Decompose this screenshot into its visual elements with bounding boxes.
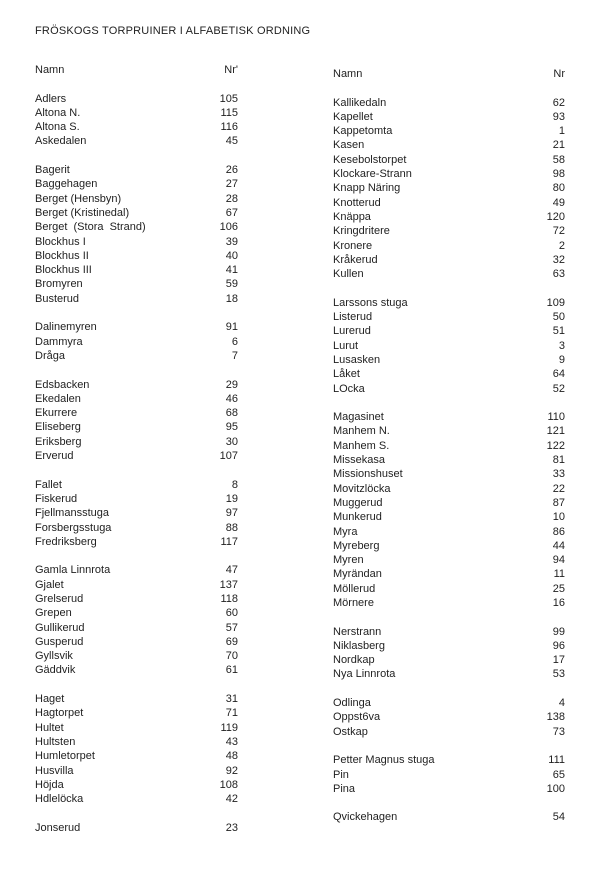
- list-item: [35, 821, 238, 835]
- item-name: LOcka: [333, 382, 365, 395]
- item-nr: 72: [552, 225, 565, 238]
- item-name: Nordkap: [333, 654, 375, 667]
- list-group: [333, 696, 565, 739]
- item-nr: 17: [552, 654, 565, 667]
- item-name: Magasinet: [333, 411, 384, 424]
- list-item: [35, 378, 238, 392]
- column-header: [35, 63, 238, 77]
- list-item: [333, 110, 565, 124]
- item-name: Baggehagen: [35, 178, 98, 191]
- item-nr: 111: [548, 754, 565, 767]
- list-group: [333, 96, 565, 282]
- list-item: [333, 482, 565, 496]
- list-group: [35, 378, 238, 464]
- item-nr: 121: [546, 425, 565, 438]
- list-item: [333, 424, 565, 438]
- item-name: Eriksberg: [35, 435, 82, 448]
- item-name: Kappetomta: [333, 125, 393, 138]
- item-nr: 51: [552, 325, 565, 338]
- item-name: Myrändan: [333, 568, 382, 581]
- item-name: Gyllsvik: [35, 650, 73, 663]
- item-nr: 18: [225, 292, 238, 305]
- item-nr: 62: [552, 96, 565, 109]
- list-item: [35, 649, 238, 663]
- item-name: Lurut: [333, 339, 359, 352]
- item-nr: 29: [225, 378, 238, 391]
- item-nr: 108: [219, 778, 238, 791]
- item-nr: 30: [225, 435, 238, 448]
- item-name: Listerud: [333, 311, 373, 324]
- item-name: Gjalet: [35, 578, 64, 591]
- list-item: [35, 163, 238, 177]
- list-group: [333, 753, 565, 796]
- header-namn-label: Namn: [35, 64, 65, 76]
- item-name: Grepen: [35, 607, 72, 620]
- list-item: [35, 320, 238, 334]
- list-item: [35, 192, 238, 206]
- item-nr: 69: [225, 635, 238, 648]
- item-name: Hagtorpet: [35, 707, 84, 720]
- list-item: [333, 253, 565, 267]
- list-item: [35, 349, 238, 363]
- item-nr: 97: [225, 507, 238, 520]
- item-nr: 109: [546, 296, 565, 309]
- list-group: [333, 810, 565, 824]
- item-nr: 39: [225, 235, 238, 248]
- item-nr: 43: [225, 735, 238, 748]
- list-item: [35, 506, 238, 520]
- list-item: [333, 167, 565, 181]
- list-item: [35, 420, 238, 434]
- item-name: Manhem N.: [333, 425, 390, 438]
- list-item: [35, 478, 238, 492]
- item-nr: 71: [225, 707, 238, 720]
- item-nr: 94: [552, 554, 565, 567]
- item-nr: 110: [547, 411, 565, 424]
- item-nr: 96: [552, 639, 565, 652]
- item-nr: 52: [552, 382, 565, 395]
- item-name: Klockare-Strann: [333, 168, 412, 181]
- item-name: Haget: [35, 693, 65, 706]
- item-nr: 45: [225, 135, 238, 148]
- item-name: Mörnere: [333, 596, 374, 609]
- list-item: [35, 578, 238, 592]
- list-item: [333, 181, 565, 195]
- item-name: Kronere: [333, 239, 373, 252]
- list-item: [35, 206, 238, 220]
- item-nr: 31: [225, 693, 238, 706]
- list-group: [333, 625, 565, 682]
- list-item: [333, 753, 565, 767]
- item-name: Lurerud: [333, 325, 371, 338]
- item-name: Blockhus I: [35, 235, 86, 248]
- list-item: [35, 134, 238, 148]
- item-name: Busterud: [35, 292, 80, 305]
- item-nr: 115: [220, 106, 238, 119]
- item-nr: 7: [231, 349, 238, 362]
- item-nr: 57: [225, 621, 238, 634]
- item-nr: 98: [552, 168, 565, 181]
- list-item: [35, 592, 238, 606]
- item-nr: 41: [225, 264, 238, 277]
- item-name: Movitzlöcka: [333, 482, 391, 495]
- header-nr-label: Nr': [224, 64, 238, 76]
- item-nr: 138: [546, 711, 565, 724]
- item-nr: 105: [219, 92, 238, 105]
- item-name: Askedalen: [35, 135, 87, 148]
- item-nr: 16: [552, 596, 565, 609]
- item-name: Blockhus II: [35, 249, 89, 262]
- item-name: Kesebolstorpet: [333, 153, 407, 166]
- item-nr: 87: [552, 496, 565, 509]
- item-nr: 92: [225, 764, 238, 777]
- item-name: Höjda: [35, 778, 64, 791]
- item-name: Eliseberg: [35, 421, 81, 434]
- item-nr: 64: [552, 368, 565, 381]
- item-nr: 26: [225, 164, 238, 177]
- item-name: Myren: [333, 554, 364, 567]
- item-nr: 3: [558, 339, 565, 352]
- list-item: [333, 310, 565, 324]
- item-nr: 42: [225, 793, 238, 806]
- list-item: [35, 177, 238, 191]
- item-nr: 70: [225, 650, 238, 663]
- list-item: [333, 453, 565, 467]
- list-item: [333, 525, 565, 539]
- list-item: [333, 510, 565, 524]
- item-nr: 61: [225, 664, 238, 677]
- item-name: Kapellet: [333, 110, 373, 123]
- item-name: Larssons stuga: [333, 296, 408, 309]
- list-item: [333, 667, 565, 681]
- item-name: Muggerud: [333, 496, 383, 509]
- list-item: [333, 196, 565, 210]
- list-item: [333, 153, 565, 167]
- list-item: [333, 810, 565, 824]
- item-nr: 46: [225, 392, 238, 405]
- list-item: [35, 735, 238, 749]
- item-nr: 53: [552, 668, 565, 681]
- list-group: [35, 563, 238, 677]
- list-item: [333, 324, 565, 338]
- item-nr: 116: [220, 121, 238, 134]
- list-item: [35, 335, 238, 349]
- list-item: [333, 296, 565, 310]
- item-name: Jonserud: [35, 821, 81, 834]
- item-name: Dråga: [35, 349, 65, 362]
- list-item: [333, 410, 565, 424]
- item-name: Adlers: [35, 92, 67, 105]
- item-name: Missionshuset: [333, 468, 403, 481]
- list-item: [35, 220, 238, 234]
- header-namn-label: Namn: [333, 68, 363, 80]
- list-item: [35, 606, 238, 620]
- item-name: Manhem S.: [333, 439, 390, 452]
- item-name: Berget (Kristinedal): [35, 206, 130, 219]
- item-name: Möllerud: [333, 582, 376, 595]
- list-column-1: [35, 63, 238, 835]
- list-item: [333, 124, 565, 138]
- item-nr: 86: [552, 525, 565, 538]
- item-nr: 58: [552, 153, 565, 166]
- item-name: Berget (Hensbyn): [35, 192, 122, 205]
- item-nr: 100: [546, 782, 565, 795]
- item-nr: 23: [225, 821, 238, 834]
- item-nr: 59: [225, 278, 238, 291]
- item-name: Hdlelöcka: [35, 793, 84, 806]
- list-item: [35, 277, 238, 291]
- item-name: Petter Magnus stuga: [333, 754, 435, 767]
- list-item: [333, 239, 565, 253]
- item-name: Munkerud: [333, 511, 382, 524]
- list-item: [35, 263, 238, 277]
- list-item: [333, 96, 565, 110]
- item-nr: 122: [546, 439, 565, 452]
- list-item: [333, 224, 565, 238]
- list-group: [35, 320, 238, 363]
- list-group: [35, 821, 238, 835]
- item-nr: 93: [552, 110, 565, 123]
- list-item: [35, 521, 238, 535]
- list-item: [333, 553, 565, 567]
- item-nr: 44: [552, 539, 565, 552]
- item-name: Bromyren: [35, 278, 83, 291]
- list-item: [333, 210, 565, 224]
- list-item: [35, 449, 238, 463]
- item-nr: 33: [552, 468, 565, 481]
- item-name: Myra: [333, 525, 358, 538]
- item-name: Qvickehagen: [333, 811, 398, 824]
- item-nr: 32: [552, 253, 565, 266]
- list-item: [35, 435, 238, 449]
- list-item: [333, 467, 565, 481]
- item-nr: 8: [231, 478, 238, 491]
- list-item: [333, 653, 565, 667]
- item-name: Nerstrann: [333, 625, 382, 638]
- list-item: [333, 367, 565, 381]
- list-item: [333, 382, 565, 396]
- item-nr: 50: [552, 311, 565, 324]
- list-item: [333, 625, 565, 639]
- item-name: Fiskerud: [35, 492, 78, 505]
- list-item: [35, 721, 238, 735]
- item-nr: 28: [225, 192, 238, 205]
- item-name: Lusasken: [333, 353, 381, 366]
- list-group: [35, 478, 238, 549]
- item-nr: 47: [225, 564, 238, 577]
- item-name: Nya Linnrota: [333, 668, 396, 681]
- item-nr: 4: [558, 697, 565, 710]
- list-item: [35, 749, 238, 763]
- list-item: [333, 439, 565, 453]
- item-nr: 6: [231, 335, 238, 348]
- item-name: Husvilla: [35, 764, 74, 777]
- item-name: Kullen: [333, 268, 364, 281]
- list-item: [35, 563, 238, 577]
- list-item: [35, 235, 238, 249]
- item-nr: 106: [219, 221, 238, 234]
- item-name: Humletorpet: [35, 750, 95, 763]
- list-item: [35, 764, 238, 778]
- list-item: [333, 768, 565, 782]
- list-item: [35, 692, 238, 706]
- item-nr: 54: [552, 811, 565, 824]
- item-name: Oppst6va: [333, 711, 381, 724]
- item-name: Gamla Linnrota: [35, 564, 111, 577]
- item-nr: 137: [219, 578, 238, 591]
- list-item: [333, 539, 565, 553]
- page-title: FRÖSKOGS TORPRUINER I ALFABETISK ORDNING: [35, 25, 311, 37]
- item-name: Altona S.: [35, 121, 80, 134]
- column-header: [333, 67, 565, 81]
- list-item: [35, 249, 238, 263]
- list-item: [333, 339, 565, 353]
- list-item: [333, 496, 565, 510]
- item-nr: 67: [225, 206, 238, 219]
- item-nr: 95: [225, 421, 238, 434]
- item-name: Hultsten: [35, 735, 76, 748]
- list-item: [333, 710, 565, 724]
- list-item: [333, 138, 565, 152]
- item-name: Gusperud: [35, 635, 84, 648]
- item-name: Ostkap: [333, 725, 368, 738]
- list-group: [333, 410, 565, 610]
- list-item: [333, 582, 565, 596]
- item-name: Hultet: [35, 721, 64, 734]
- item-nr: 40: [225, 249, 238, 262]
- item-nr: 48: [225, 750, 238, 763]
- list-item: [333, 725, 565, 739]
- item-name: Kråkerud: [333, 253, 378, 266]
- item-nr: 10: [552, 511, 565, 524]
- item-nr: 118: [220, 592, 238, 605]
- list-group: [35, 692, 238, 806]
- header-nr-label: Nr: [553, 68, 565, 80]
- list-item: [35, 406, 238, 420]
- item-name: Edsbacken: [35, 378, 90, 391]
- list-item: [333, 353, 565, 367]
- item-name: Fallet: [35, 478, 62, 491]
- item-name: Knapp Näring: [333, 182, 401, 195]
- item-nr: 120: [546, 210, 565, 223]
- item-nr: 21: [552, 139, 565, 152]
- list-item: [35, 106, 238, 120]
- list-item: [35, 292, 238, 306]
- item-nr: 68: [225, 407, 238, 420]
- item-name: Gäddvik: [35, 664, 76, 677]
- list-group: [333, 296, 565, 396]
- list-item: [35, 535, 238, 549]
- item-name: Bagerit: [35, 164, 70, 177]
- item-name: Odlinga: [333, 697, 371, 710]
- item-name: Knäppa: [333, 210, 371, 223]
- item-nr: 63: [552, 268, 565, 281]
- item-name: Knotterud: [333, 196, 381, 209]
- item-name: Kringdritere: [333, 225, 390, 238]
- item-name: Missekasa: [333, 454, 385, 467]
- list-item: [35, 120, 238, 134]
- item-name: Ekurrere: [35, 407, 78, 420]
- item-name: Pin: [333, 768, 349, 781]
- item-name: Myreberg: [333, 539, 380, 552]
- item-nr: 11: [553, 568, 565, 581]
- list-item: [35, 92, 238, 106]
- item-nr: 49: [552, 196, 565, 209]
- item-name: Dammyra: [35, 335, 83, 348]
- item-nr: 27: [225, 178, 238, 191]
- item-nr: 73: [552, 725, 565, 738]
- item-nr: 117: [220, 535, 238, 548]
- item-nr: 60: [225, 607, 238, 620]
- item-name: Forsbergsstuga: [35, 521, 112, 534]
- list-item: [333, 782, 565, 796]
- item-name: Blockhus III: [35, 264, 92, 277]
- item-name: Ekedalen: [35, 392, 81, 405]
- item-nr: 19: [225, 492, 238, 505]
- item-name: Pina: [333, 782, 356, 795]
- list-item: [333, 596, 565, 610]
- list-item: [35, 706, 238, 720]
- list-column-2: [333, 67, 565, 825]
- list-item: [333, 639, 565, 653]
- list-item: [35, 792, 238, 806]
- item-nr: 119: [220, 721, 238, 734]
- item-name: Låket: [333, 368, 360, 381]
- item-name: Kasen: [333, 139, 365, 152]
- item-name: Erverud: [35, 450, 74, 463]
- list-item: [333, 567, 565, 581]
- list-group: [35, 163, 238, 306]
- list-item: [35, 635, 238, 649]
- item-name: Altona N.: [35, 106, 81, 119]
- item-name: Grelserud: [35, 592, 84, 605]
- list-item: [35, 663, 238, 677]
- list-item: [333, 696, 565, 710]
- item-name: Niklasberg: [333, 639, 385, 652]
- item-nr: 107: [219, 450, 238, 463]
- item-nr: 2: [558, 239, 565, 252]
- item-nr: 25: [552, 582, 565, 595]
- item-name: Fredriksberg: [35, 535, 97, 548]
- item-nr: 99: [552, 625, 565, 638]
- item-nr: 9: [558, 353, 565, 366]
- list-item: [35, 392, 238, 406]
- item-nr: 81: [552, 454, 565, 467]
- list-item: [35, 621, 238, 635]
- item-nr: 88: [225, 521, 238, 534]
- list-item: [35, 492, 238, 506]
- item-name: Berget (Stora Strand): [35, 221, 146, 234]
- item-name: Dalinemyren: [35, 321, 97, 334]
- item-name: Gullikerud: [35, 621, 85, 634]
- item-nr: 91: [225, 321, 238, 334]
- item-name: Fjellmansstuga: [35, 507, 109, 520]
- item-nr: 1: [558, 125, 565, 138]
- item-nr: 80: [552, 182, 565, 195]
- list-item: [333, 267, 565, 281]
- item-name: Kallikedaln: [333, 96, 387, 109]
- item-nr: 65: [552, 768, 565, 781]
- item-nr: 22: [552, 482, 565, 495]
- list-item: [35, 778, 238, 792]
- list-group: [35, 92, 238, 149]
